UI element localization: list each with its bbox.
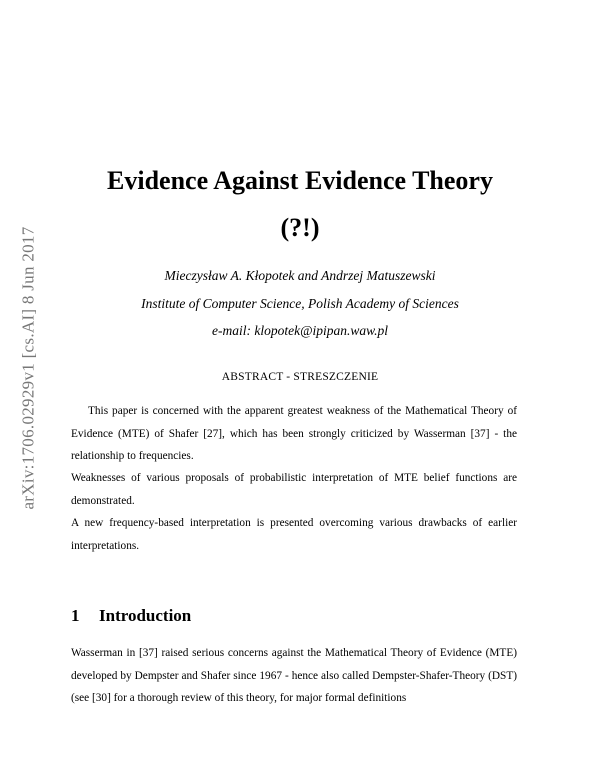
section-title: Introduction [99, 606, 192, 625]
authors: Mieczysław A. Kłopotek and Andrzej Matuszewski [164, 268, 436, 283]
section-heading [71, 606, 191, 626]
abstract-paragraph: This paper is concerned with the apparent greatest weakness of the Mathematical Theory of Evidence (MTE) of Shafer [27], which has been strongly criticized by Wasserman [37] - the relationship to frequencies. [71, 405, 517, 463]
section-number: 1 [71, 606, 80, 625]
abstract-heading: ABSTRACT - STRESZCZENIE [221, 371, 379, 383]
introduction-paragraph: Wasserman in [37] raised serious concerns against the Mathematical Theory of Evidence (MTE) developed by Dempster and Shafer since 1967 - hence also called Dempster-Shafer-Theory (DST) (see [30] for a thorough review of this theory, for major formal definitions [71, 647, 517, 705]
arxiv-identifier-stamp [15, 208, 43, 528]
arxiv-identifier-text: arXiv:1706.02929v1 [cs.AI] 8 Jun 2017 [19, 226, 39, 510]
paper-title: Evidence Against Evidence Theory [107, 166, 493, 195]
paper-title-subtitle: (?!) [280, 213, 320, 242]
affiliation: Institute of Computer Science, Polish Academy of Sciences [141, 296, 459, 311]
abstract-paragraph: Weaknesses of various proposals of probabilistic interpretation of MTE belief functions are demonstrated. [71, 472, 517, 507]
author-email: e-mail: klopotek@ipipan.waw.pl [211, 323, 388, 338]
abstract-paragraph: A new frequency-based interpretation is presented overcoming various drawbacks of earlier interpretations. [71, 517, 517, 552]
